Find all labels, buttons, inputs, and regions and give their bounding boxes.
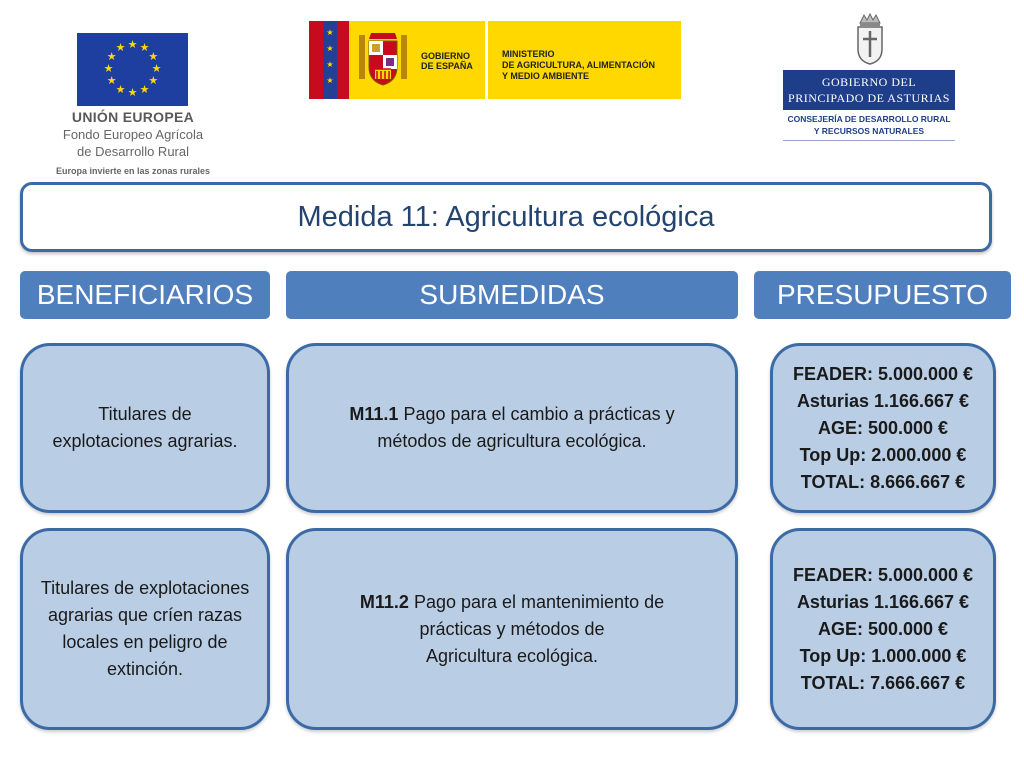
cell-text-line: agrarias que críen razas — [47, 605, 243, 625]
budget-top-up: Top Up: 1.000.000 € — [799, 645, 967, 666]
eu-flag-logo — [77, 33, 188, 106]
cell-text-line: Pago para el cambio a prácticas y — [398, 404, 675, 424]
eu-fund-line-2: de Desarrollo Rural — [77, 144, 189, 159]
cell-text-line: métodos de agricultura ecológica. — [377, 431, 647, 451]
star-icon: ★ — [106, 51, 117, 63]
star-icon: ★ — [139, 42, 150, 55]
star-icon: ★ — [148, 51, 159, 63]
budget-total: TOTAL: 8.666.667 € — [800, 471, 966, 492]
star-icon: ★ — [115, 83, 126, 96]
spain-gobierno-line-2: DE ESPAÑA — [421, 61, 473, 71]
cell-text-line: Pago para el mantenimiento de — [408, 591, 665, 612]
asturias-divider — [783, 140, 955, 141]
spain-ministerio-line-3: Y MEDIO AMBIENTE — [502, 71, 590, 81]
budget-feader: FEADER: 5.000.000 € — [792, 363, 974, 384]
spain-logo-divider — [485, 21, 488, 99]
star-icon: ★ — [326, 28, 334, 37]
eu-slogan: Europa invierte en las zonas rurales — [55, 166, 211, 176]
star-icon: ★ — [326, 60, 334, 69]
presupuesto-cell — [770, 528, 996, 730]
spain-government-logo — [309, 21, 681, 99]
star-icon: ★ — [139, 83, 150, 96]
submedida-cell — [286, 343, 738, 513]
star-icon: ★ — [115, 42, 126, 55]
title-box — [20, 182, 992, 252]
header-beneficiarios: BENEFICIARIOS — [20, 271, 270, 319]
beneficiarios-cell — [20, 343, 270, 513]
asturias-line-2: PRINCIPADO DE ASTURIAS — [788, 91, 950, 105]
cell-text-line: Agricultura ecológica. — [425, 645, 599, 666]
spain-gobierno-text — [421, 51, 491, 71]
asturias-line-1: GOBIERNO DEL — [821, 75, 917, 89]
asturias-consejeria-line-2: Y RECURSOS NATURALES — [813, 126, 925, 136]
asturias-government-logo — [783, 70, 955, 110]
cell-text-line: locales en peligro de — [62, 632, 228, 652]
spain-ministerio-line-2: DE AGRICULTURA, ALIMENTACIÓN — [502, 60, 655, 70]
asturias-consejeria-line-1: CONSEJERÍA DE DESARROLLO RURAL — [787, 114, 951, 124]
cell-text-line: Titulares de — [98, 404, 192, 424]
budget-top-up: Top Up: 2.000.000 € — [799, 444, 967, 465]
eu-fund-line-1: Fondo Europeo Agrícola — [62, 127, 204, 142]
spain-gobierno-line-1: GOBIERNO — [421, 51, 471, 61]
beneficiarios-cell — [20, 528, 270, 730]
submedida-code: M11.1 — [349, 404, 399, 424]
cell-text-line: Titulares de explotaciones — [40, 578, 250, 598]
header-submedidas: SUBMEDIDAS — [286, 271, 738, 319]
spain-stripe-red — [337, 21, 349, 99]
submedida-code: M11.2 — [359, 591, 409, 612]
star-icon: ★ — [326, 44, 334, 53]
spain-stripe-red — [309, 21, 323, 99]
presupuesto-cell — [770, 343, 996, 513]
spain-coat-of-arms-icon — [353, 29, 413, 91]
star-icon: ★ — [326, 76, 334, 85]
budget-asturias: Asturias 1.166.667 € — [796, 390, 970, 411]
budget-asturias: Asturias 1.166.667 € — [796, 591, 970, 612]
cell-text-line: prácticas y métodos de — [419, 618, 605, 639]
budget-age: AGE: 500.000 € — [817, 417, 949, 438]
budget-feader: FEADER: 5.000.000 € — [792, 564, 974, 585]
spain-ministerio-line-1: MINISTERIO — [502, 49, 555, 59]
star-icon: ★ — [148, 75, 159, 87]
star-icon: ★ — [103, 63, 114, 75]
spain-ministerio-text — [502, 49, 678, 82]
asturias-crown-cross-icon — [854, 13, 886, 65]
budget-total: TOTAL: 7.666.667 € — [800, 672, 966, 693]
star-icon: ★ — [127, 39, 138, 51]
star-icon: ★ — [151, 63, 162, 75]
cell-text-line: extinción. — [106, 659, 184, 679]
star-icon: ★ — [127, 87, 138, 99]
page-title: Medida 11: Agricultura ecológica — [297, 201, 715, 233]
eu-name: UNIÓN EUROPEA — [71, 109, 195, 125]
cell-text-line: explotaciones agrarias. — [52, 431, 238, 451]
budget-age: AGE: 500.000 € — [817, 618, 949, 639]
submedida-cell — [286, 528, 738, 730]
header-presupuesto: PRESUPUESTO — [754, 271, 1011, 319]
star-icon: ★ — [106, 75, 117, 87]
